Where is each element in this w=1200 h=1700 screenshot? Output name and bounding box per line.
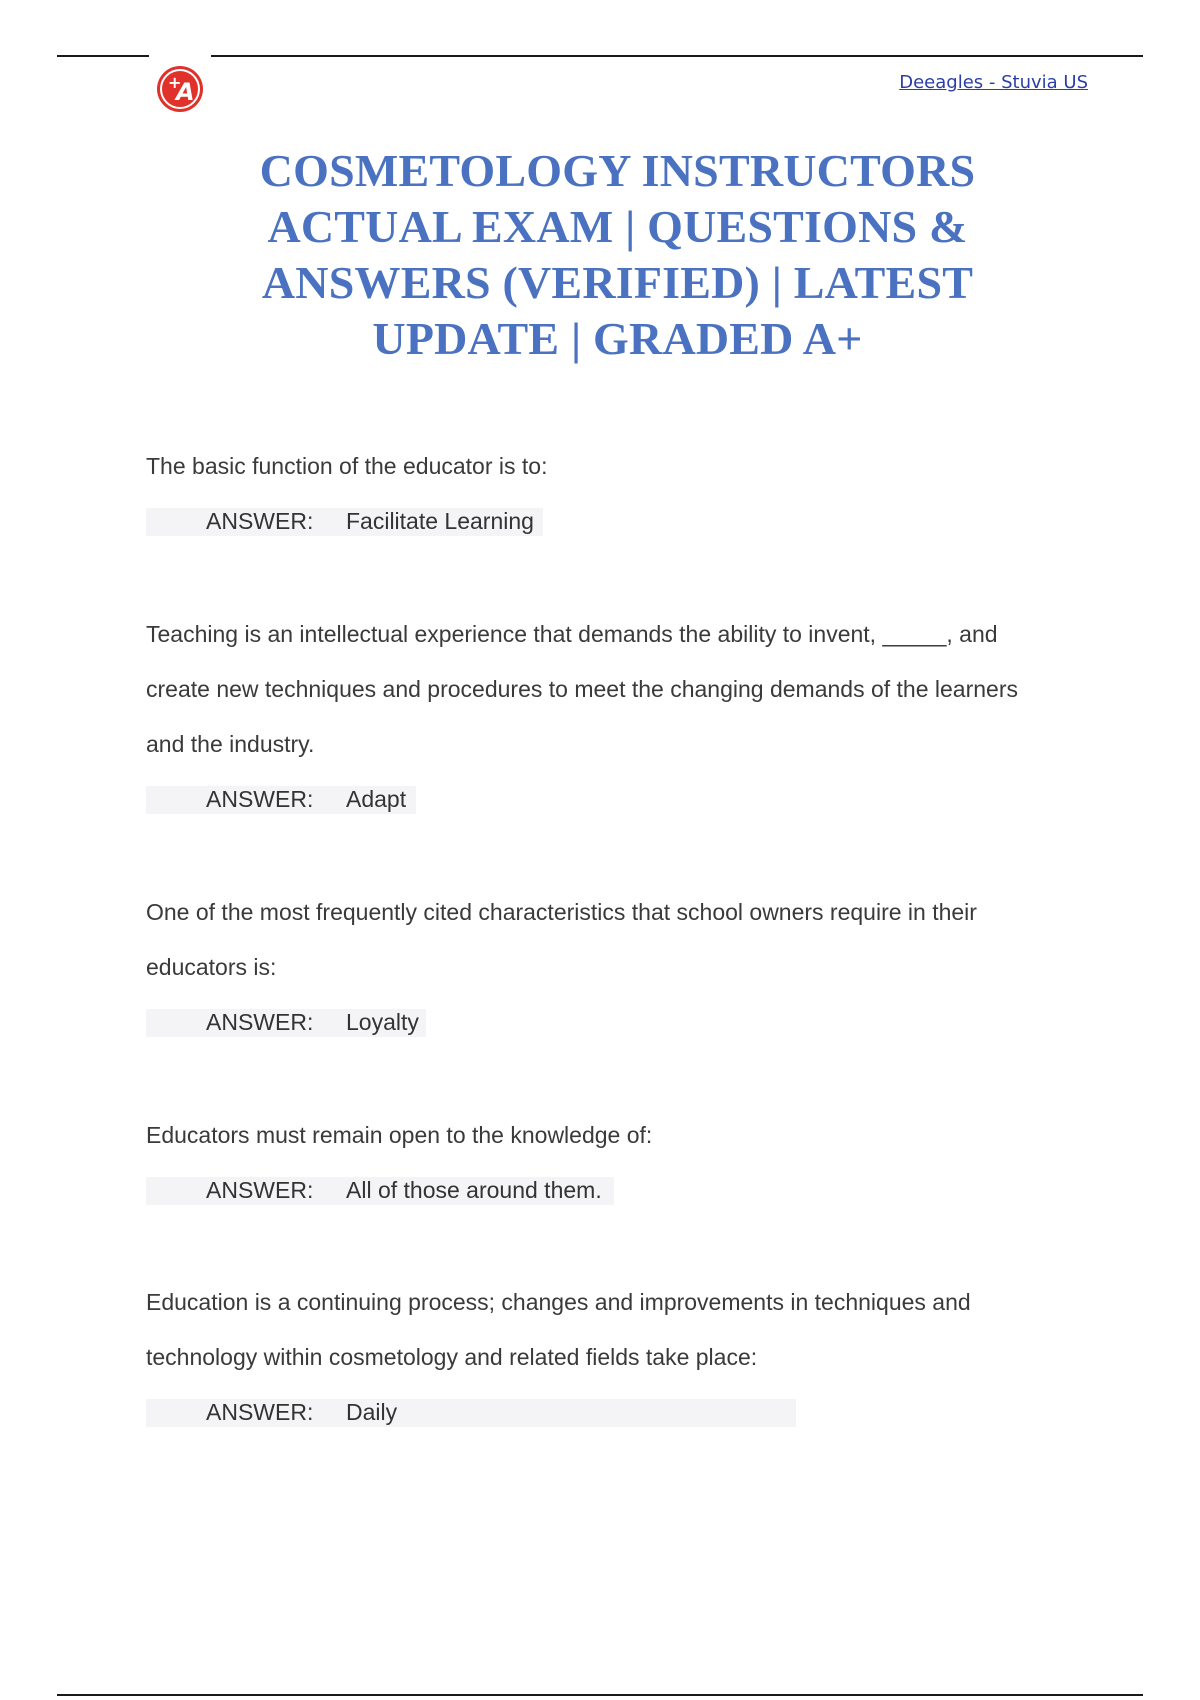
qa-item (146, 1108, 1086, 1217)
qa-item (146, 1275, 1086, 1439)
answer-row (146, 772, 1086, 826)
stuvia-link[interactable]: Deeagles - Stuvia US (899, 72, 1088, 93)
answer-label: ANSWER: (206, 785, 314, 812)
answer-row (146, 1385, 1086, 1439)
question-text: The basic function of the educator is to: (146, 453, 548, 479)
answer-row (146, 494, 1086, 548)
answer-label: ANSWER: (206, 1398, 314, 1425)
qa-item (146, 885, 1086, 1049)
qa-item (146, 607, 1086, 826)
question-text: Educators must remain open to the knowledge of: (146, 1122, 653, 1148)
title-line-1: COSMETOLOGY INSTRUCTORS (259, 145, 976, 196)
header-rule-right (211, 55, 1143, 57)
a-plus-badge-icon (154, 63, 206, 115)
answer-value: Facilitate Learning (346, 507, 534, 534)
answer-label: ANSWER: (206, 507, 314, 534)
question-text: Teaching is an intellectual experience that demands the ability to invent, _____, and create new techniques and procedures to meet the changing demands of the learners and the industry. (146, 621, 1019, 757)
document-title (200, 143, 1035, 367)
question-text: One of the most frequently cited characteristics that school owners require in their educators is: (146, 899, 977, 980)
title-line-3: ANSWERS (VERIFIED) | LATEST (261, 257, 974, 308)
answer-row (146, 995, 1086, 1049)
answer-row (146, 1163, 1086, 1217)
question-text: Education is a continuing process; changes and improvements in techniques and technology within cosmetology and related fields take place: (146, 1289, 971, 1370)
title-line-4: UPDATE | GRADED A+ (372, 313, 863, 364)
answer-value: All of those around them. (346, 1176, 602, 1203)
answer-label: ANSWER: (206, 1176, 314, 1203)
footer-rule (57, 1694, 1143, 1696)
svg-text:A: A (176, 78, 195, 106)
title-line-2: ACTUAL EXAM | QUESTIONS & (267, 201, 968, 252)
svg-text:+: + (168, 73, 182, 92)
answer-value: Loyalty (346, 1008, 419, 1035)
qa-item (146, 439, 1086, 548)
answer-label: ANSWER: (206, 1008, 314, 1035)
answer-value: Adapt (346, 785, 407, 812)
answer-value: Daily (346, 1398, 398, 1425)
header-rule-left (57, 55, 149, 57)
